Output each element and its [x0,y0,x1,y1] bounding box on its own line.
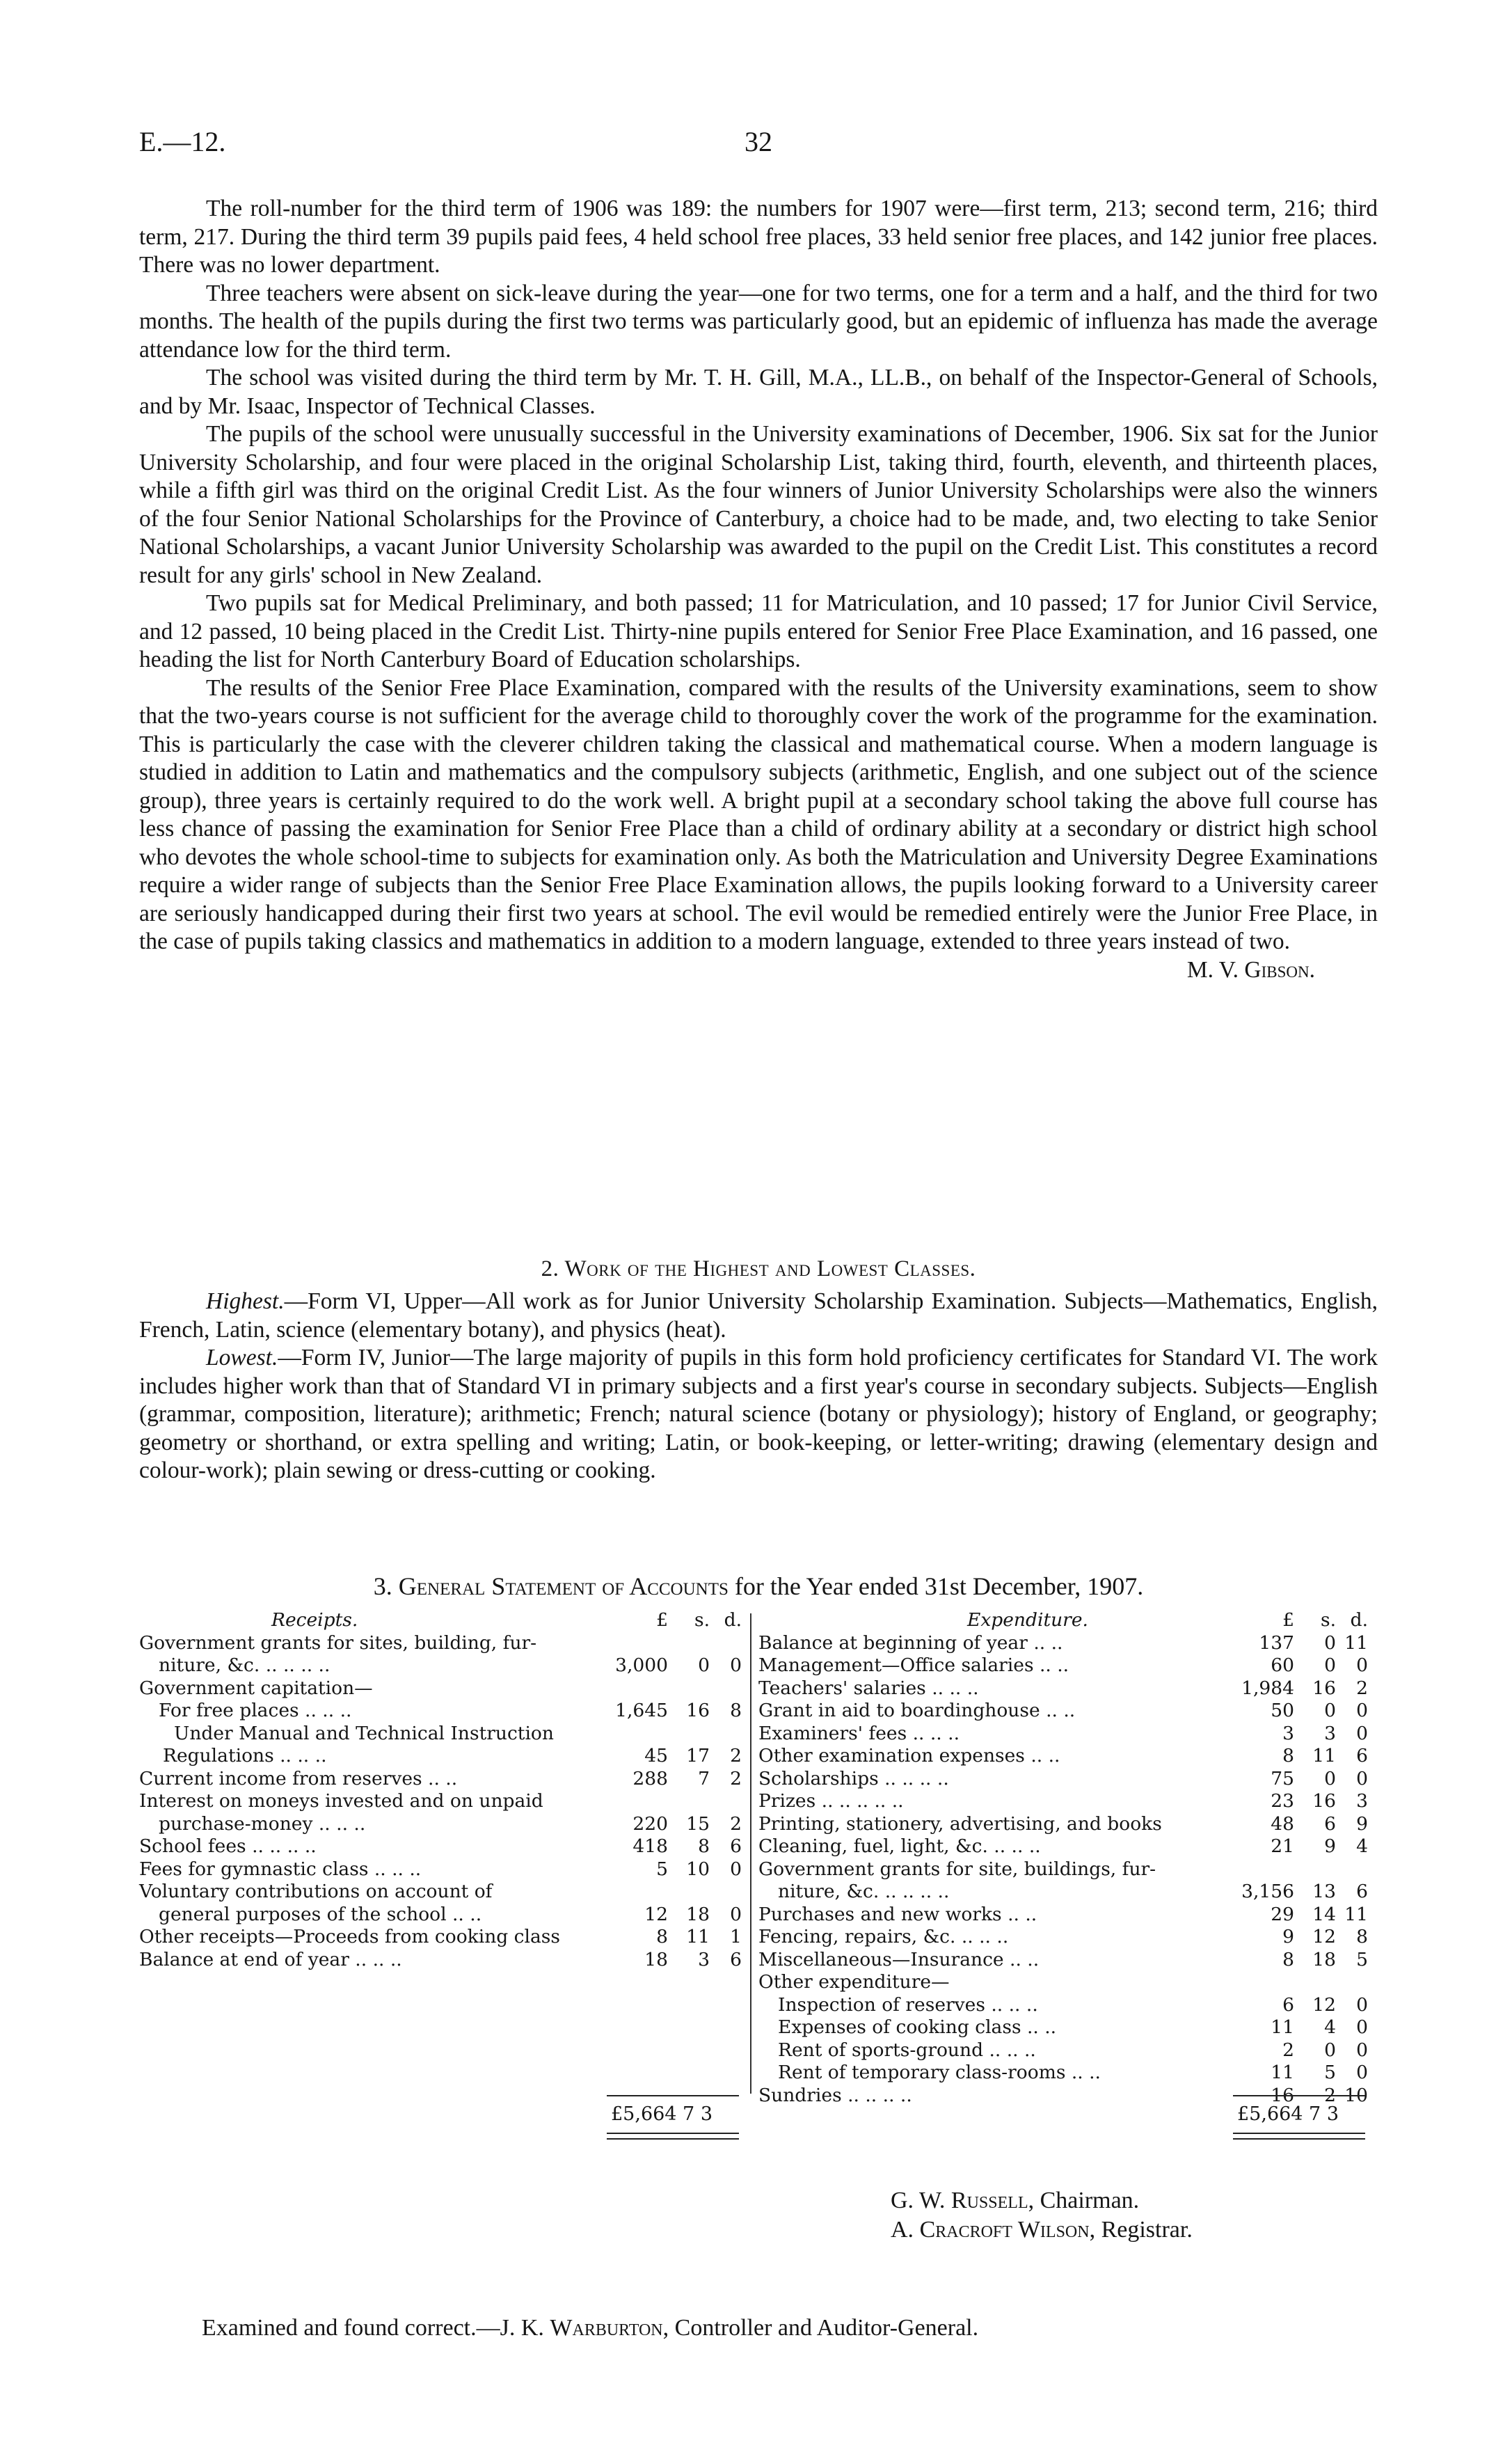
page-header [139,125,1378,167]
expenditure-pence-value: 0 [1356,2062,1368,2083]
expenditure-label: Government grants for site, buildings, fur- [758,1858,1156,1880]
report-code: E.—12. [139,126,226,157]
expenditure-header-row [758,1609,1371,1632]
expenditure-shill-value: 0 [1324,1631,1336,1654]
expenditure-pence-value: 10 [1344,2084,1368,2106]
expenditure-pounds-value: 16 [1271,2084,1294,2106]
expenditure-shill-value: 14 [1312,1903,1336,1925]
expenditure-pence-value: 5 [1356,1948,1368,1970]
receipt-row [139,1926,745,1949]
receipt-label: Current income from reserves .. .. [139,1767,458,1789]
expenditure-pounds-value: 23 [1271,1790,1294,1812]
expenditure-shill-value: 18 [1312,1948,1336,1970]
receipt-pounds-value: 8 [656,1926,668,1947]
expenditure-row [758,1677,1371,1700]
paragraph-sick-leave: Three teachers were absent on sick-leave during the year—one for two terms, one for a term and a half, and the third for two months. The health of the pupils during the first two terms was particularly good, but an epidemic of influenza has made the average attendance low for the third term. [139,280,1378,363]
page-number: 32 [745,126,772,157]
expenditure-shill-value: 0 [1324,2039,1336,2061]
highest-label: Highest. [206,1288,285,1314]
receipt-label: Fees for gymnastic class .. .. .. [139,1858,422,1880]
expenditure-label: Rent of sports-ground .. .. .. [778,2039,1036,2061]
receipt-pence-value: 0 [730,1654,742,1676]
expenditure-pounds-value: 2 [1282,2039,1294,2061]
expenditure-shill-value: 0 [1324,1767,1336,1789]
expenditure-label: Balance at beginning of year .. .. [758,1631,1063,1654]
receipt-row [139,1949,745,1972]
expenditure-label: Fencing, repairs, &c. .. .. .. [758,1926,1009,1947]
receipts-total-double-rule [607,2133,739,2140]
expenditure-shill-value: 5 [1324,2062,1336,2083]
receipt-pounds-value: 288 [632,1767,668,1789]
receipt-shill-value: 0 [698,1654,710,1676]
receipt-row [139,1677,745,1700]
expenditure-pounds-value: 21 [1271,1835,1294,1857]
receipt-row [139,1768,745,1791]
receipt-label: Other receipts—Proceeds from cooking class [139,1926,560,1947]
expenditure-label: Scholarships .. .. .. .. [758,1767,949,1789]
auditor-title: , Controller and Auditor-General. [662,2315,979,2341]
receipt-pounds-value: 18 [644,1948,668,1970]
expenditure-pounds-value: 9 [1282,1926,1294,1947]
expenditure-row [758,1949,1371,1972]
expenditure-label: Expenses of cooking class .. .. [778,2016,1057,2038]
expenditure-row [758,1723,1371,1746]
expenditure-pounds-value: 8 [1282,1948,1294,1970]
expenditure-pence-value: 9 [1356,1812,1368,1835]
principal-signoff: M. V. Gibson. [1186,956,1315,983]
registrar-title: , Registrar. [1089,2217,1193,2243]
receipt-label: School fees .. .. .. .. [139,1835,317,1857]
receipt-row [139,1723,745,1746]
expenditure-pounds-value: 6 [1282,1993,1294,2016]
receipts-header-row [139,1609,745,1632]
expenditure-label: Other examination expenses .. .. [758,1745,1060,1767]
receipt-pounds-value: 1,645 [615,1700,668,1721]
expenditure-label: Miscellaneous—Insurance .. .. [758,1948,1040,1970]
receipt-label: Government capitation— [139,1677,373,1699]
expenditure-shill-value: 4 [1324,2016,1336,2038]
expenditure-pounds-value: 11 [1271,2016,1294,2038]
receipt-shill-value: 16 [686,1700,710,1721]
receipt-row [139,1632,745,1655]
expenditure-row [758,1881,1371,1904]
expenditure-pounds-value: 75 [1271,1767,1294,1789]
expenditure-label: Management—Office salaries .. .. [758,1654,1069,1676]
receipt-label: Regulations .. .. .. [163,1745,327,1767]
expenditure-pence-value: 0 [1356,1722,1368,1744]
expenditure-label: Cleaning, fuel, light, &c. .. .. .. [758,1835,1041,1857]
chairman-name: Russell [950,2188,1028,2213]
expenditure-row [758,1768,1371,1791]
expenditure-pounds-value: 48 [1271,1812,1294,1835]
receipt-label: Voluntary contributions on account of [139,1881,493,1902]
section-3-title-prefix: 3. General Statement of Accounts [373,1572,729,1600]
expenditure-row [758,1971,1371,1994]
expenditure-pounds-value: 137 [1259,1631,1294,1654]
auditor-name: Warburton [550,2315,663,2341]
receipts-rows [139,1632,745,1972]
col-pounds-heading: £ [1282,1609,1294,1631]
receipt-pence-value: 0 [730,1858,742,1880]
expenditure-label: Other expenditure— [758,1971,950,1993]
expenditure-column [758,1609,1371,2107]
expenditure-pounds-value: 60 [1271,1654,1294,1676]
expenditure-total: £5,664 7 3 [1237,2103,1339,2125]
expenditure-row [758,1926,1371,1949]
receipts-heading: Receipts. [271,1609,358,1631]
expenditure-total-double-rule [1233,2133,1365,2140]
receipt-row [139,1881,745,1904]
receipt-row [139,1745,745,1768]
expenditure-shill-value: 11 [1312,1745,1336,1767]
chairman-signature [891,2187,1139,2215]
receipt-pence-value: 8 [730,1700,742,1721]
receipt-pounds-value: 220 [632,1812,668,1835]
paragraph-exam-passes: Two pupils sat for Medical Preliminary, and both passed; 11 for Matriculation, and 10 passed; 17 for Junior Civil Service, and 12 passed, 10 being placed in the Credit List. Thirty-nine pupils entered for Senior Free Place Examination, and 16 passed, one heading the list for North Canterbury Board of Education scholarships. [139,590,1378,672]
paragraph-free-place-results: The results of the Senior Free Place Examination, compared with the results of the University examinations, seem to show that the two-years course is not sufficient for the average child to thoroughly cover the work of the programme for the examination. This is particularly the case with the cleverer children taking the classical and mathematical course. When a modern language is studied in addition to Latin and mathematics and the compulsory subjects (arithmetic, English, and one subject out of the science group), three years is certainly required to do the work well. A bright pupil at a secondary school taking the above full course has less chance of passing the examination for Senior Free Place than a child of ordinary ability at a secondary or district high school who devotes the whole school-time to subjects for examination only. As both the Matriculation and University Degree Examinations require a wider range of subjects than the Senior Free Place Examination allows, the pupils looking forward to a University career are seriously handicapped during their first two years at school. The evil would be remedied entirely were the Junior Free Place, in the case of pupils taking classics and mathematics in addition to a modern language, extended to three years instead of two. [139,674,1378,954]
receipt-pounds-value: 5 [656,1858,668,1880]
expenditure-pence-value: 8 [1356,1926,1368,1947]
receipt-row [139,1904,745,1927]
expenditure-row [758,1835,1371,1858]
expenditure-shill-value: 6 [1324,1812,1336,1835]
receipt-row [139,1835,745,1858]
expenditure-rows [758,1632,1371,2108]
receipt-shill-value: 18 [686,1903,710,1925]
expenditure-shill-value: 13 [1312,1881,1336,1902]
receipts-total: £5,664 7 3 [611,2103,713,2125]
expenditure-pence-value: 0 [1356,2039,1368,2061]
expenditure-shill-value: 0 [1324,1654,1336,1676]
column-divider [750,1613,751,2094]
receipt-shill-value: 3 [698,1948,710,1970]
auditor-certification [202,2315,978,2341]
receipt-pounds-value: 45 [644,1745,668,1767]
expenditure-label: Grant in aid to boardinghouse .. .. [758,1700,1076,1721]
expenditure-pence-value: 3 [1356,1790,1368,1812]
examined-prefix: Examined and found correct.—J. K. [202,2315,550,2341]
col-pence-heading: d. [1350,1609,1368,1631]
receipt-label: Government grants for sites, building, fur- [139,1631,537,1654]
expenditure-row [758,1904,1371,1927]
expenditure-pounds-value: 1,984 [1241,1677,1294,1699]
section-2-title: 2. Work of the Highest and Lowest Classes. [541,1256,976,1281]
receipt-shill-value: 7 [698,1767,710,1789]
section-2-body [139,1288,1378,1485]
receipts-column [139,1609,745,1971]
lowest-label: Lowest. [206,1345,278,1370]
expenditure-row [758,1654,1371,1677]
receipt-shill-value: 15 [686,1812,710,1835]
paragraph-inspection: The school was visited during the third term by Mr. T. H. Gill, M.A., LL.B., on behalf of the Inspector-General of Schools, and by Mr. Isaac, Inspector of Technical Classes. [139,365,1378,419]
section-3-title [139,1572,1378,1601]
expenditure-row [758,1700,1371,1723]
expenditure-row [758,1858,1371,1881]
receipt-label: For free places .. .. .. [159,1700,352,1721]
expenditure-row [758,2039,1371,2062]
receipt-pence-value: 6 [730,1835,742,1857]
highest-text: —Form VI, Upper—All work as for Junior University Scholarship Examination. Subjects—Mathematics, English, French, Latin, science (elementary botany), and physics (heat). [139,1288,1378,1343]
expenditure-row [758,1994,1371,2017]
receipt-pence-value: 1 [730,1926,742,1947]
registrar-signature [891,2216,1193,2244]
expenditure-pence-value: 0 [1356,1767,1368,1789]
expenditure-label: Rent of temporary class-rooms .. .. [778,2062,1101,2083]
expenditure-row [758,1745,1371,1768]
expenditure-pence-value: 6 [1356,1745,1368,1767]
expenditure-shill-value: 16 [1312,1677,1336,1699]
expenditure-shill-value: 2 [1324,2084,1336,2106]
receipt-label: Balance at end of year .. .. .. [139,1948,402,1970]
receipt-shill-value: 17 [686,1745,710,1767]
receipt-pence-value: 2 [730,1745,742,1767]
expenditure-total-rule [1233,2095,1365,2096]
expenditure-label: Inspection of reserves .. .. .. [778,1993,1038,2016]
expenditure-pence-value: 4 [1356,1835,1368,1857]
receipt-shill-value: 8 [698,1835,710,1857]
expenditure-pounds-value: 50 [1271,1700,1294,1721]
receipt-label: general purposes of the school .. .. [159,1903,482,1925]
receipt-row [139,1700,745,1723]
highest-class-paragraph [139,1288,1378,1344]
expenditure-pence-value: 11 [1344,1631,1368,1654]
expenditure-shill-value: 16 [1312,1790,1336,1812]
lowest-text: —Form IV, Junior—The large majority of pupils in this form hold proficiency certificates for Standard VI. The work includes higher work than that of Standard VI in primary subjects and a first year's course in secondary subjects. Subjects—English (grammar, composition, literature); arithmetic; French; natural science (botany or physiology); history of England, or geography; geometry or shorthand, or extra spelling and writing; Latin, or book-keeping, or letter-writing; drawing (elementary design and colour-work); plain sewing or dress-cutting or cooking. [139,1345,1378,1483]
expenditure-label: niture, &c. .. .. .. .. [778,1881,950,1902]
receipt-row [139,1790,745,1813]
expenditure-row [758,2016,1371,2039]
receipt-row [139,1813,745,1836]
registrar-name: Cracroft Wilson [919,2217,1090,2243]
chairman-title: , Chairman. [1028,2188,1140,2213]
expenditure-shill-value: 0 [1324,1700,1336,1721]
receipt-pence-value: 2 [730,1767,742,1789]
receipts-total-rule [607,2095,739,2096]
lowest-class-paragraph [139,1344,1378,1485]
registrar-initials: A. [891,2217,920,2243]
receipt-pence-value: 0 [730,1903,742,1925]
expenditure-row [758,2062,1371,2085]
receipt-shill-value: 10 [686,1858,710,1880]
expenditure-pence-value: 0 [1356,1654,1368,1676]
chairman-initials: G. W. [891,2188,951,2213]
expenditure-pence-value: 0 [1356,1700,1368,1721]
receipt-shill-value: 11 [686,1926,710,1947]
receipt-row [139,1654,745,1677]
expenditure-shill-value: 9 [1324,1835,1336,1857]
expenditure-row [758,1813,1371,1836]
expenditure-label: Sundries .. .. .. .. [758,2084,912,2106]
receipt-pounds-value: 12 [644,1903,668,1925]
paragraph-university-results: The pupils of the school were unusually successful in the University examinations of December, 1906. Six sat for the Junior University Scholarship, and four were placed in the original Scholarship List, taking third, fourth, eleventh, and thirteenth places, while a fifth girl was third on the original Credit List. As the four winners of Junior University Scholarships were also the winners of the four Senior National Scholarships for the Province of Canterbury, a choice had to be made, and, two electing to take Senior National Scholarships, a vacant Junior University Scholarship was awarded to the pupil on the Credit List. This constitutes a record result for any girls' school in New Zealand. [139,421,1378,588]
receipt-label: Interest on moneys invested and on unpaid [139,1790,543,1812]
expenditure-label: Purchases and new works .. .. [758,1903,1037,1925]
expenditure-pence-value: 6 [1356,1881,1368,1902]
col-shillings-heading: s. [694,1609,710,1631]
expenditure-label: Printing, stationery, advertising, and books [758,1812,1162,1835]
col-pence-heading: d. [724,1609,742,1631]
expenditure-pence-value: 0 [1356,1993,1368,2016]
receipt-pounds-value: 418 [632,1835,668,1857]
expenditure-pounds-value: 8 [1282,1745,1294,1767]
receipt-row [139,1858,745,1881]
expenditure-pounds-value: 29 [1271,1903,1294,1925]
expenditure-label: Examiners' fees .. .. .. [758,1722,960,1744]
receipt-label: niture, &c. .. .. .. .. [159,1654,331,1676]
expenditure-shill-value: 3 [1324,1722,1336,1744]
section-3-title-suffix: for the Year ended 31st December, 1907. [734,1572,1144,1600]
expenditure-row [758,1632,1371,1655]
paragraph-roll-number: The roll-number for the third term of 1906 was 189: the numbers for 1907 were—first term, 213; second term, 216; third term, 217. During the third term 39 pupils paid fees, 4 held school free places, 33 held senior free places, and 142 junior free places. There was no lower department. [139,196,1378,278]
col-shillings-heading: s. [1320,1609,1336,1631]
report-body [139,195,1378,984]
receipt-label: purchase-money .. .. .. [159,1812,366,1835]
expenditure-pence-value: 0 [1356,2016,1368,2038]
expenditure-pounds-value: 3 [1282,1722,1294,1744]
receipt-pence-value: 6 [730,1948,742,1970]
expenditure-label: Teachers' salaries .. .. .. [758,1677,979,1699]
receipt-label: Under Manual and Technical Instruction [174,1722,554,1744]
expenditure-shill-value: 12 [1312,1926,1336,1947]
expenditure-label: Prizes .. .. .. .. .. [758,1790,904,1812]
col-pounds-heading: £ [656,1609,668,1631]
expenditure-row [758,1790,1371,1813]
receipt-pounds-value: 3,000 [615,1654,668,1676]
expenditure-shill-value: 12 [1312,1993,1336,2016]
expenditure-heading: Expenditure. [967,1609,1088,1631]
expenditure-pounds-value: 11 [1271,2062,1294,2083]
expenditure-pence-value: 11 [1344,1903,1368,1925]
expenditure-pounds-value: 3,156 [1241,1881,1294,1902]
expenditure-pence-value: 2 [1356,1677,1368,1699]
receipt-pence-value: 2 [730,1812,742,1835]
